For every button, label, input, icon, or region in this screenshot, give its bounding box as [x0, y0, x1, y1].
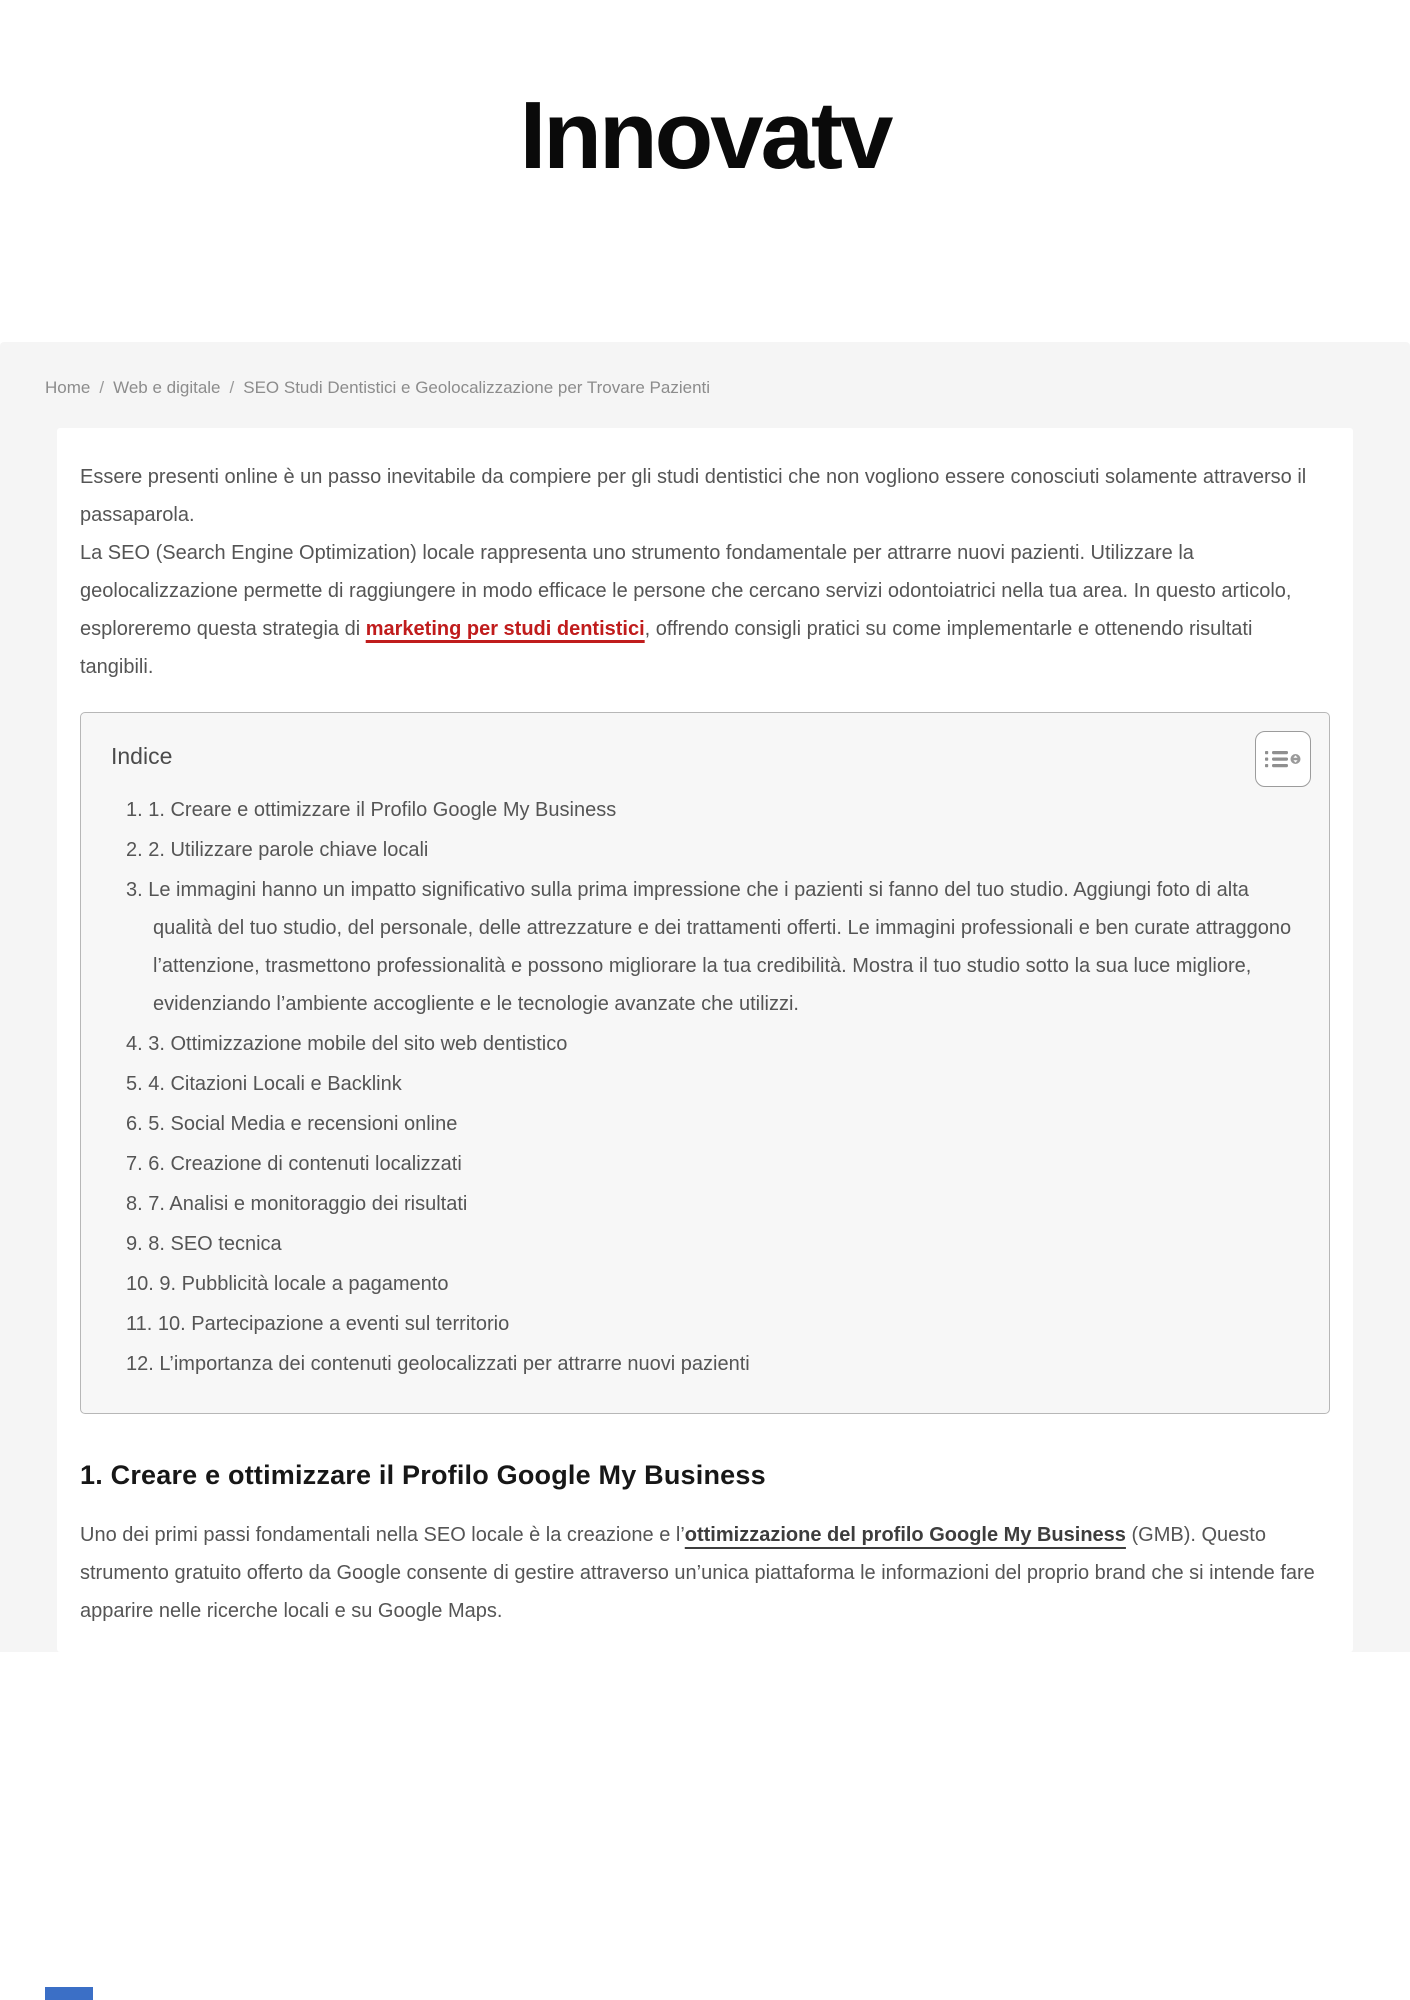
- toc-link-10[interactable]: 9. Pubblicità locale a pagamento: [159, 1273, 449, 1295]
- section-paragraph: [80, 1516, 1330, 1630]
- breadcrumb: [0, 342, 1410, 428]
- toc-link-4[interactable]: 3. Ottimizzazione mobile del sito web dentistico: [148, 1033, 568, 1055]
- toc-link-11[interactable]: 10. Partecipazione a eventi sul territorio: [157, 1313, 510, 1335]
- breadcrumb-separator: /: [99, 378, 105, 397]
- article-card: [57, 428, 1353, 1652]
- toc-item: [126, 831, 1299, 869]
- toggle-arrows-icon: [1291, 754, 1301, 764]
- intro-paragraph-2-text: La SEO (Search Engine Optimization) locale rappresenta uno strumento fondamentale per attrarre nuovi pazienti. Utilizzare la geolocalizzazione permette di raggiungere in modo efficace le persone che cercano servizi odontoiatrici nella tua area. In questo articolo, esploreremo questa strategia di: [80, 542, 1292, 640]
- toc-link-5[interactable]: 4. Citazioni Locali e Backlink: [148, 1073, 402, 1095]
- site-logo[interactable]: Innovatv: [519, 82, 891, 189]
- toc-link-1[interactable]: 1. Creare e ottimizzare il Profilo Google My Business: [148, 799, 617, 821]
- content-band: [0, 342, 1410, 1652]
- toc-title: Indice: [111, 743, 173, 769]
- toc-item: [126, 871, 1299, 1023]
- toc-link-3[interactable]: Le immagini hanno un impatto significativo sulla prima impressione che i pazienti si fanno del tuo studio. Aggiungi foto di alta qualità del tuo studio, del personale, delle attrezzature e dei trattamenti offerti. Le immagini professionali e ben curate attraggono l’attenzione, trasmettono professionalità e possono migliorare la tua credibilità. Mostra il tuo studio sotto la sua luce migliore, evidenziando l’ambiente accogliente e le tecnologie avanzate che utilizzi.: [148, 879, 1292, 1015]
- toc-item: [126, 1065, 1299, 1103]
- toc-link-12[interactable]: L’importanza dei contenuti geolocalizzati per attrarre nuovi pazienti: [159, 1353, 750, 1375]
- toc-toggle-button[interactable]: [1255, 731, 1311, 787]
- section-heading: 1. Creare e ottimizzare il Profilo Google My Business: [80, 1460, 766, 1490]
- toc-box: [80, 712, 1330, 1414]
- bottom-blue-bar: [45, 1987, 93, 2000]
- breadcrumb-link-home[interactable]: Home: [45, 378, 91, 397]
- section-paragraph-text-after: (GMB). Questo strumento gratuito offerto da Google consente di gestire attraverso un’unica piattaforma le informazioni del proprio brand che si intende fare apparire nelle ricerche locali e su Google Maps.: [80, 1524, 1315, 1622]
- toc-list-icon: [1265, 747, 1301, 771]
- toc-list: [111, 791, 1299, 1383]
- gmb-link[interactable]: ottimizzazione del profilo Google My Business: [684, 1524, 1126, 1546]
- breadcrumb-current-page[interactable]: SEO Studi Dentistici e Geolocalizzazione per Trovare Pazienti: [243, 378, 711, 397]
- toc-link-2[interactable]: 2. Utilizzare parole chiave locali: [148, 839, 429, 861]
- section-paragraph-text: Uno dei primi passi fondamentali nella SEO locale è la creazione e l’: [80, 1524, 685, 1546]
- intro-paragraph-2: [80, 534, 1330, 686]
- breadcrumb-separator: /: [229, 378, 235, 397]
- toc-link-7[interactable]: 6. Creazione di contenuti localizzati: [148, 1153, 462, 1175]
- intro-paragraph-2-text-after: , offrendo consigli pratici su come implementarle e ottenendo risultati tangibili.: [80, 618, 1253, 678]
- toc-item: [126, 1025, 1299, 1063]
- toc-item: [126, 1305, 1299, 1343]
- marketing-link[interactable]: marketing per studi dentistici: [365, 618, 645, 640]
- toc-item: [126, 1185, 1299, 1223]
- toc-item: [126, 1345, 1299, 1383]
- breadcrumb-link-category[interactable]: Web e digitale: [113, 378, 221, 397]
- toc-item: [126, 1105, 1299, 1143]
- intro-paragraph-1: Essere presenti online è un passo inevitabile da compiere per gli studi dentistici che non vogliono essere conosciuti solamente attraverso il passaparola.: [80, 466, 1307, 526]
- toc-item: [126, 1225, 1299, 1263]
- toc-link-9[interactable]: 8. SEO tecnica: [148, 1233, 282, 1255]
- toc-item: [126, 791, 1299, 829]
- toc-item: [126, 1265, 1299, 1303]
- toc-link-8[interactable]: 7. Analisi e monitoraggio dei risultati: [148, 1193, 468, 1215]
- toc-link-6[interactable]: 5. Social Media e recensioni online: [148, 1113, 458, 1135]
- site-header: [0, 0, 1410, 189]
- toc-item: [126, 1145, 1299, 1183]
